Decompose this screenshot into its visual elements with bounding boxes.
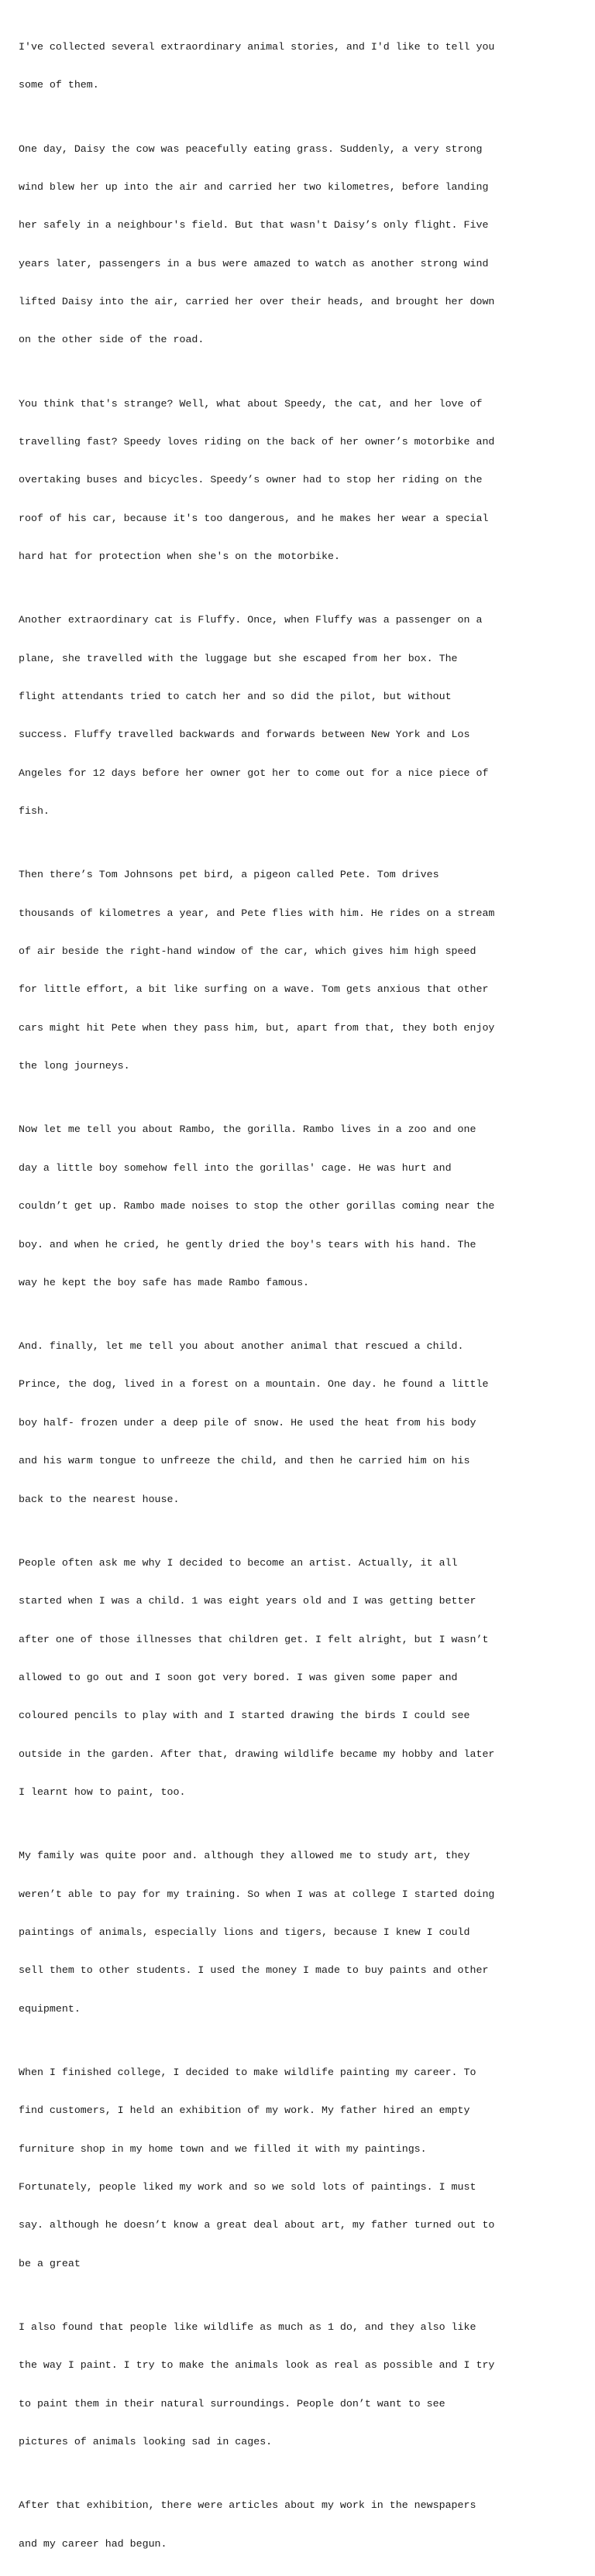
text-line: Fortunately, people liked my work and so we sold lots of paintings. I must <box>19 2181 476 2194</box>
text-line: coloured pencils to play with and I started drawing the birds I could see <box>19 1710 470 1722</box>
text-line: Then there’s Tom Johnsons pet bird, a pigeon called Pete. Tom drives <box>19 869 439 881</box>
text-line: and my career had begun. <box>19 2537 167 2550</box>
text-line: paintings of animals, especially lions and tigers, because I knew I could <box>19 1926 470 1938</box>
text-line: I've collected several extraordinary animal stories, and I'd like to tell you <box>19 40 495 53</box>
paragraph-intro <box>19 15 584 118</box>
text-line: the way I paint. I try to make the animals look as real as possible and I try <box>19 2359 495 2372</box>
paragraph-pete <box>19 843 584 1098</box>
text-line: allowed to go out and I soon got very bored. I was given some paper and <box>19 1671 458 1683</box>
text-line: couldn’t get up. Rambo made noises to stop the other gorillas coming near the <box>19 1200 495 1213</box>
text-line: I also found that people like wildlife as much as 1 do, and they also like <box>19 2321 476 2334</box>
text-line: day a little boy somehow fell into the gorillas' cage. He was hurt and <box>19 1161 452 1174</box>
text-line: of air beside the right-hand window of the car, which gives him high speed <box>19 945 476 958</box>
text-line: flight attendants tried to catch her and so did the pilot, but without <box>19 691 452 703</box>
text-line: lifted Daisy into the air, carried her over their heads, and brought her down <box>19 295 495 307</box>
text-line: Now let me tell you about Rambo, the gorilla. Rambo lives in a zoo and one <box>19 1123 476 1136</box>
paragraph-rambo <box>19 1099 584 1315</box>
text-line: boy. and when he cried, he gently dried the boy's tears with his hand. The <box>19 1238 476 1250</box>
text-line: back to the nearest house. <box>19 1493 180 1505</box>
text-line: equipment. <box>19 2002 81 2015</box>
text-line: travelling fast? Speedy loves riding on the back of her owner’s motorbike and <box>19 435 495 448</box>
text-line: fish. <box>19 805 50 818</box>
text-line: some of them. <box>19 79 99 91</box>
text-line: for little effort, a bit like surfing on a wave. Tom gets anxious that other <box>19 983 489 996</box>
text-line: thousands of kilometres a year, and Pete flies with him. He rides on a stream <box>19 907 495 919</box>
text-line: After that exhibition, there were articles about my work in the newspapers <box>19 2499 476 2512</box>
text-line: Prince, the dog, lived in a forest on a mountain. One day. he found a little <box>19 1378 489 1391</box>
text-line: plane, she travelled with the luggage but she escaped from her box. The <box>19 652 458 664</box>
text-line: after one of those illnesses that children get. I felt alright, but I wasn’t <box>19 1633 489 1645</box>
text-line: be a great <box>19 2257 81 2269</box>
text-line: the long journeys. <box>19 1060 130 1072</box>
text-line: boy half- frozen under a deep pile of snow. He used the heat from his body <box>19 1416 476 1429</box>
text-line: And. finally, let me tell you about another animal that rescued a child. <box>19 1340 464 1353</box>
text-line: sell them to other students. I used the money I made to buy paints and other <box>19 1964 489 1977</box>
text-line: My family was quite poor and. although they allowed me to study art, they <box>19 1850 470 1862</box>
document-body <box>19 15 584 2576</box>
paragraph-daisy <box>19 118 584 372</box>
text-line: to paint them in their natural surroundings. People don’t want to see <box>19 2397 445 2410</box>
text-line: wind blew her up into the air and carried her two kilometres, before landing <box>19 180 489 193</box>
text-line: Another extraordinary cat is Fluffy. Once, when Fluffy was a passenger on a <box>19 614 483 626</box>
paragraph-wildlife <box>19 2296 584 2474</box>
text-line: furniture shop in my home town and we filled it with my paintings. <box>19 2142 427 2155</box>
text-line: pictures of animals looking sad in cages. <box>19 2436 273 2448</box>
text-line: hard hat for protection when she's on the motorbike. <box>19 551 340 563</box>
paragraph-prince <box>19 1315 584 1532</box>
text-line: You think that's strange? Well, what about Speedy, the cat, and her love of <box>19 397 483 410</box>
text-line: and his warm tongue to unfreeze the child, and then he carried him on his <box>19 1455 470 1467</box>
text-line: People often ask me why I decided to become an artist. Actually, it all <box>19 1556 458 1569</box>
text-line: success. Fluffy travelled backwards and forwards between New York and Los <box>19 729 470 741</box>
text-line: her safely in a neighbour's field. But that wasn't Daisy’s only flight. Five <box>19 219 489 232</box>
text-line: weren’t able to pay for my training. So when I was at college I started doing <box>19 1888 495 1900</box>
text-line: find customers, I held an exhibition of my work. My father hired an empty <box>19 2104 470 2117</box>
text-line: outside in the garden. After that, drawing wildlife became my hobby and later <box>19 1748 495 1760</box>
text-line: When I finished college, I decided to make wildlife painting my career. To <box>19 2066 476 2078</box>
paragraph-speedy <box>19 372 584 589</box>
text-line: overtaking buses and bicycles. Speedy’s owner had to stop her riding on the <box>19 474 483 486</box>
paragraph-family <box>19 1824 584 2041</box>
paragraph-college <box>19 2041 584 2296</box>
text-line: on the other side of the road. <box>19 334 205 346</box>
paragraph-fluffy <box>19 588 584 843</box>
text-line: I learnt how to paint, too. <box>19 1785 186 1798</box>
text-line: way he kept the boy safe has made Rambo famous. <box>19 1276 310 1288</box>
text-line: years later, passengers in a bus were amazed to watch as another strong wind <box>19 257 489 269</box>
paragraph-career <box>19 2474 584 2576</box>
text-line: say. although he doesn’t know a great deal about art, my father turned out to <box>19 2219 495 2231</box>
text-line: cars might hit Pete when they pass him, but, apart from that, they both enjoy <box>19 1021 495 1034</box>
text-line: started when I was a child. 1 was eight years old and I was getting better <box>19 1595 476 1607</box>
text-line: Angeles for 12 days before her owner got her to come out for a nice piece of <box>19 767 489 779</box>
paragraph-artist <box>19 1532 584 1824</box>
text-line: roof of his car, because it's too dangerous, and he makes her wear a special <box>19 512 489 524</box>
text-line: One day, Daisy the cow was peacefully eating grass. Suddenly, a very strong <box>19 142 483 155</box>
